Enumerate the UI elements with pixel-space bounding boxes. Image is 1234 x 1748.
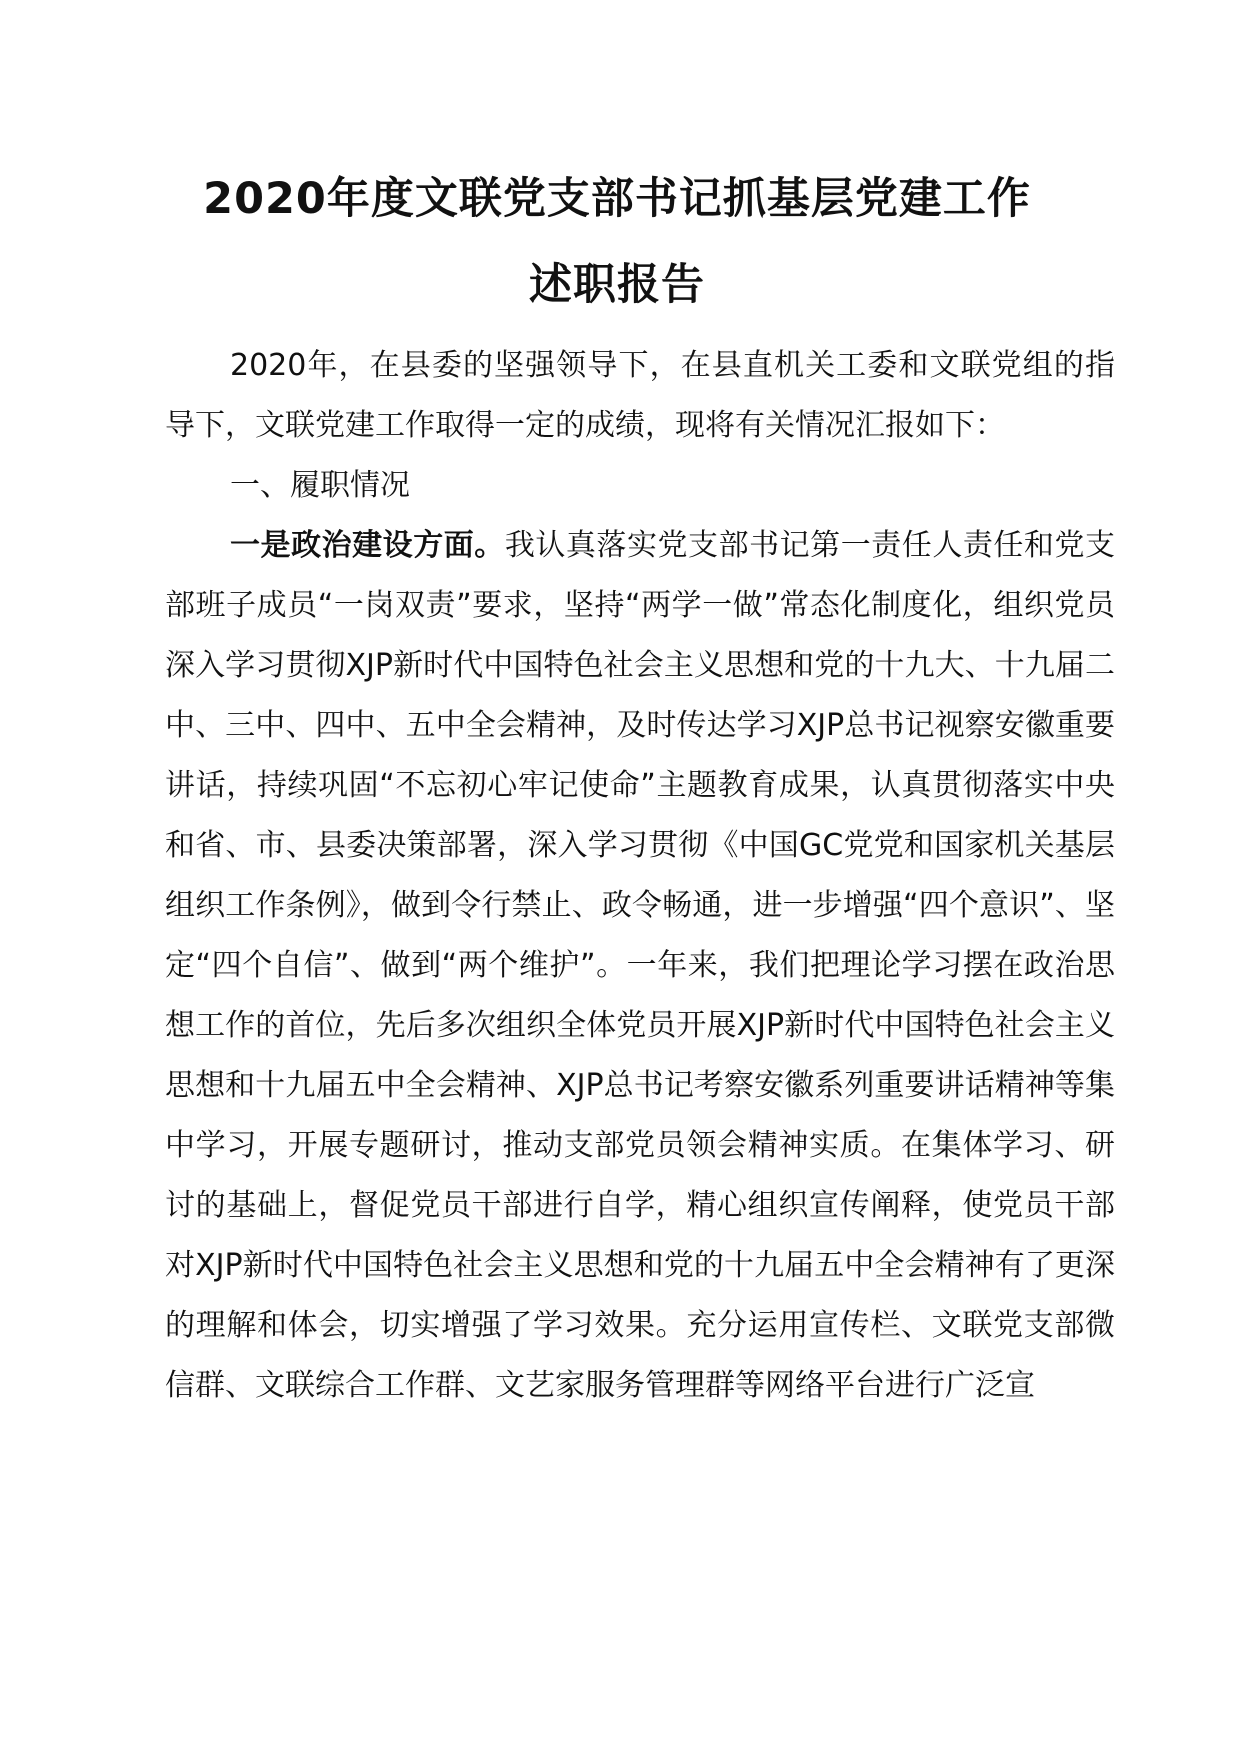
intro-paragraph: 2020年，在县委的坚强领导下，在县直机关工委和文联党组的指导下，文联党建工作取得一定的成绩，现将有关情况汇报如下：	[165, 348, 1115, 443]
paragraph-lead: 一是政治建设方面。	[230, 528, 505, 563]
section-heading: 一、履职情况	[230, 468, 410, 503]
document-title-line-2: 述职报告	[529, 260, 705, 310]
body-paragraph	[165, 516, 1115, 1416]
paragraph-text: 我认真落实党支部书记第一责任人责任和党支部班子成员“一岗双责”要求，坚持“两学一做”常态化制度化，组织党员深入学习贯彻XJP新时代中国特色社会主义思想和党的十九大、十九届二中、三中、四中、五中全会精神，及时传达学习XJP总书记视察安徽重要讲话，持续巩固“不忘初心牢记使命”主题教育成果，认真贯彻落实中央和省、市、县委决策部署，深入学习贯彻《中国GC党党和国家机关基层组织工作条例》，做到令行禁止、政令畅通，进一步增强“四个意识”、坚定“四个自信”、做到“两个维护”。一年来，我们把理论学习摆在政治思想工作的首位，先后多次组织全体党员开展XJP新时代中国特色社会主义思想和十九届五中全会精神、XJP总书记考察安徽系列重要讲话精神等集中学习，开展专题研讨，推动支部党员领会精神实质。在集体学习、研讨的基础上，督促党员干部进行自学，精心组织宣传阐释，使党员干部对XJP新时代中国特色社会主义思想和党的十九届五中全会精神有了更深的理解和体会，切实增强了学习效果。充分运用宣传栏、文联党支部微信群、文联综合工作群、文艺家服务管理群等网络平台进行广泛宣	[165, 528, 1116, 1403]
document-title-line-1: 2020年度文联党支部书记抓基层党建工作	[203, 174, 1031, 224]
document-body	[165, 336, 1115, 1416]
